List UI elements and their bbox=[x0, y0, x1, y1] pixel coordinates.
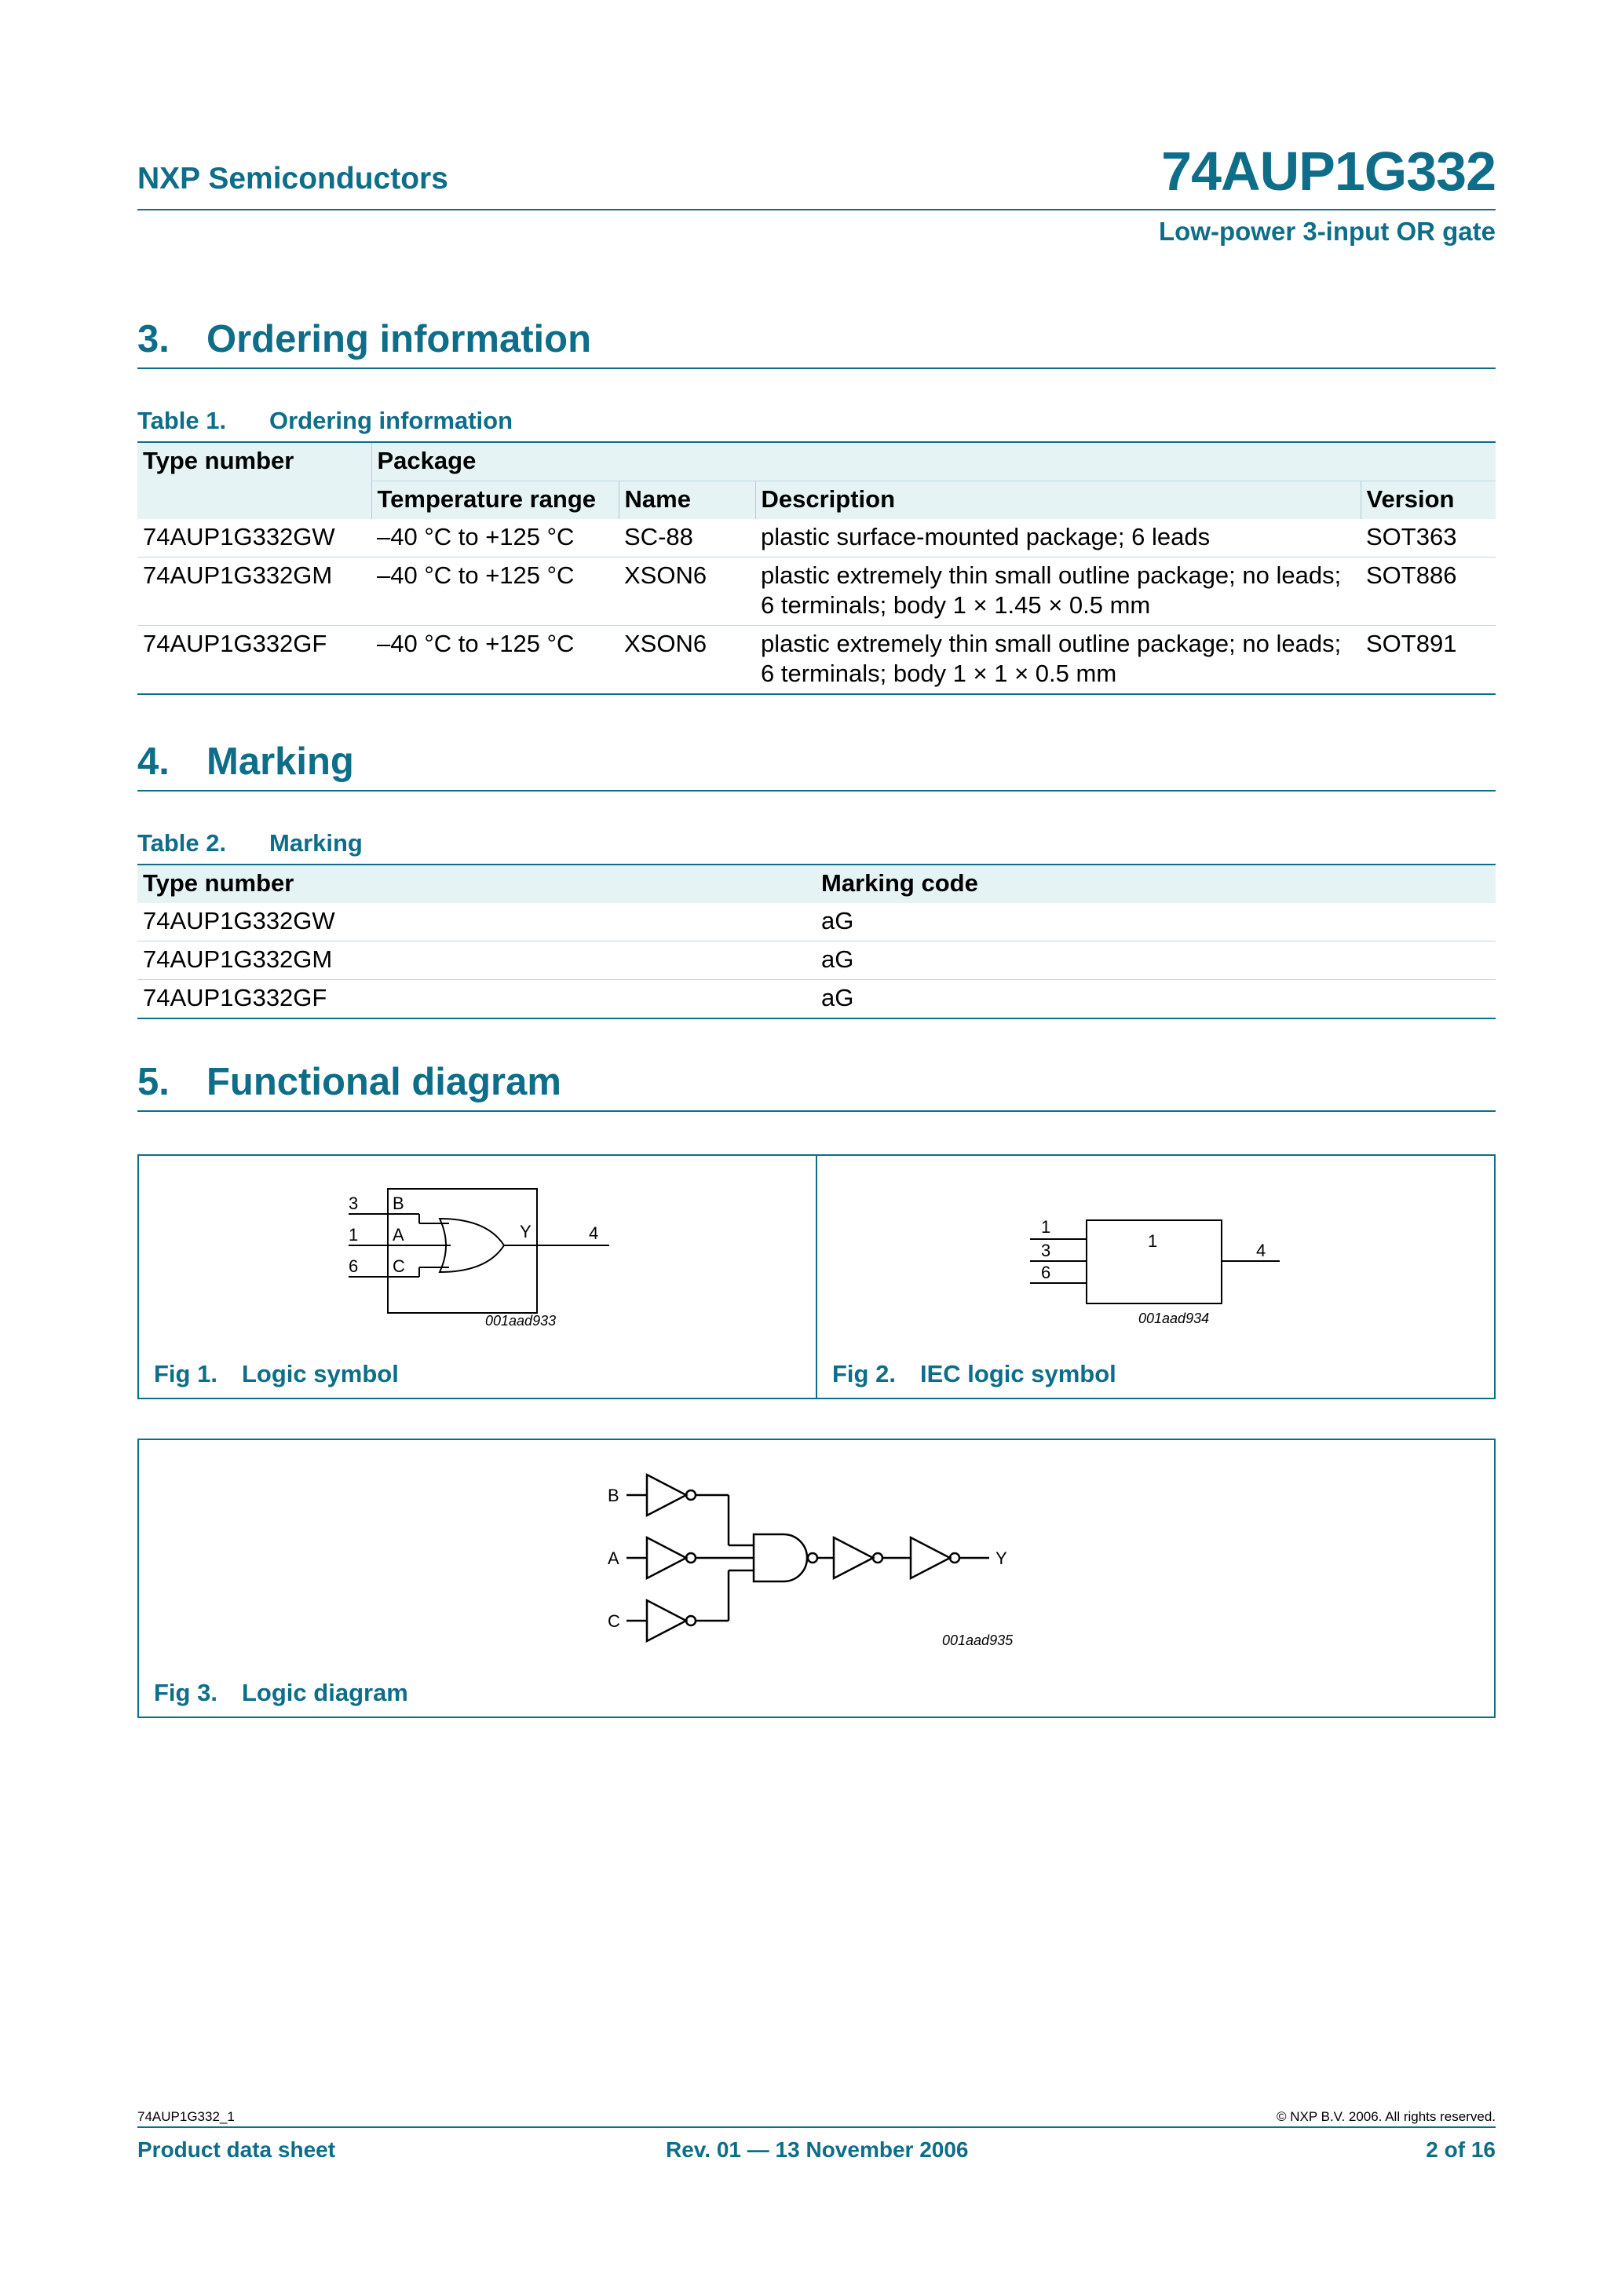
marking-table bbox=[137, 865, 1496, 1019]
table-row bbox=[137, 903, 1496, 941]
section-title: Ordering information bbox=[206, 318, 591, 360]
cell-version: SOT891 bbox=[1361, 626, 1496, 695]
output-label-y: Y bbox=[995, 1548, 1007, 1568]
description-line: plastic surface-mounted package; 6 leads bbox=[761, 523, 1211, 550]
table-title: Ordering information bbox=[269, 407, 513, 434]
input-label-c: C bbox=[393, 1256, 405, 1276]
pin-number-1: 1 bbox=[1041, 1217, 1051, 1237]
symbol-box bbox=[388, 1189, 537, 1313]
header-rule bbox=[137, 209, 1496, 210]
figure-code: 001aad935 bbox=[942, 1632, 1014, 1648]
section-3-rule bbox=[137, 367, 1496, 369]
figure-code: 001aad933 bbox=[485, 1313, 557, 1329]
document-subtitle: Low-power 3-input OR gate bbox=[1159, 217, 1496, 246]
pin-number-c: 6 bbox=[349, 1256, 359, 1276]
header-marking-code: Marking code bbox=[816, 865, 1496, 903]
figure-1-caption bbox=[154, 1360, 399, 1388]
cell-marking-code: aG bbox=[816, 941, 1496, 980]
iec-logic-symbol-diagram bbox=[1021, 1209, 1303, 1335]
figure-title: Logic diagram bbox=[242, 1679, 408, 1706]
section-number: 5. bbox=[137, 1061, 170, 1103]
section-5-rule bbox=[137, 1110, 1496, 1112]
table-row bbox=[137, 941, 1496, 980]
section-title: Marking bbox=[206, 740, 354, 783]
table-number: Table 1. bbox=[137, 407, 227, 434]
table-row bbox=[137, 558, 1496, 626]
pin-number-y: 4 bbox=[589, 1223, 599, 1243]
cell-version: SOT886 bbox=[1361, 558, 1496, 626]
cell-type-number: 74AUP1G332GF bbox=[137, 980, 816, 1019]
pin-number-b: 3 bbox=[349, 1194, 359, 1213]
cell-marking-code: aG bbox=[816, 980, 1496, 1019]
header-type-number: Type number bbox=[137, 443, 371, 519]
figure-number: Fig 3. bbox=[154, 1679, 217, 1706]
cell-type-number: 74AUP1G332GW bbox=[137, 519, 371, 558]
table-title: Marking bbox=[269, 829, 363, 857]
pin-number-6: 6 bbox=[1041, 1263, 1051, 1282]
input-label-b: B bbox=[608, 1486, 619, 1505]
section-number: 4. bbox=[137, 740, 170, 783]
pin-number-a: 1 bbox=[349, 1225, 359, 1245]
section-title: Functional diagram bbox=[206, 1061, 561, 1103]
section-3-heading bbox=[137, 317, 591, 361]
section-number: 3. bbox=[137, 318, 170, 360]
header-name: Name bbox=[619, 481, 755, 520]
header-type-number: Type number bbox=[137, 865, 816, 903]
inverter-c bbox=[647, 1600, 686, 1641]
description-line: plastic extremely thin small outline package; no leads; bbox=[761, 630, 1342, 657]
pin-number-4: 4 bbox=[1256, 1241, 1266, 1260]
input-label-c: C bbox=[608, 1611, 620, 1631]
cell-marking-code: aG bbox=[816, 903, 1496, 941]
description-line: plastic extremely thin small outline package; no leads; bbox=[761, 561, 1342, 589]
table-row bbox=[137, 519, 1496, 558]
pin-number-3: 3 bbox=[1041, 1241, 1051, 1260]
document-type: Product data sheet bbox=[137, 2137, 336, 2162]
inverter-a bbox=[647, 1537, 686, 1578]
input-label-b: B bbox=[393, 1194, 404, 1213]
description-line: 6 terminals; body 1 × 1 × 0.5 mm bbox=[761, 660, 1117, 687]
table-2-caption bbox=[137, 829, 363, 857]
footer-rule bbox=[137, 2126, 1496, 2128]
figure-number: Fig 2. bbox=[832, 1360, 896, 1387]
cell-name: SC-88 bbox=[619, 519, 755, 558]
cell-type-number: 74AUP1G332GF bbox=[137, 626, 371, 695]
revision: Rev. 01 — 13 November 2006 bbox=[666, 2137, 969, 2162]
output-label-y: Y bbox=[520, 1222, 532, 1241]
figure-number: Fig 1. bbox=[154, 1360, 217, 1387]
table-row bbox=[137, 980, 1496, 1019]
table-row bbox=[137, 626, 1496, 695]
figure-title: Logic symbol bbox=[242, 1360, 399, 1387]
cell-type-number: 74AUP1G332GM bbox=[137, 558, 371, 626]
cell-description bbox=[755, 519, 1361, 558]
cell-version: SOT363 bbox=[1361, 519, 1496, 558]
logic-diagram bbox=[597, 1461, 1036, 1657]
inverter-out-1 bbox=[834, 1537, 873, 1578]
cell-temperature: –40 °C to +125 °C bbox=[371, 519, 619, 558]
figure-3-caption bbox=[154, 1679, 408, 1707]
input-label-a: A bbox=[608, 1548, 619, 1568]
cell-type-number: 74AUP1G332GM bbox=[137, 941, 816, 980]
description-line: 6 terminals; body 1 × 1.45 × 0.5 mm bbox=[761, 591, 1151, 619]
page-number: 2 of 16 bbox=[1426, 2137, 1496, 2162]
part-number: 74AUP1G332 bbox=[1161, 141, 1496, 202]
copyright: © NXP B.V. 2006. All rights reserved. bbox=[1276, 2109, 1496, 2124]
figure-2-caption bbox=[832, 1360, 1116, 1388]
header-package: Package bbox=[371, 443, 1496, 481]
inverter-out-2 bbox=[911, 1537, 950, 1578]
figure-divider bbox=[816, 1154, 817, 1399]
cell-type-number: 74AUP1G332GW bbox=[137, 903, 816, 941]
cell-description bbox=[755, 558, 1361, 626]
input-label-a: A bbox=[393, 1225, 404, 1245]
section-4-heading bbox=[137, 740, 354, 784]
cell-temperature: –40 °C to +125 °C bbox=[371, 558, 619, 626]
table-number: Table 2. bbox=[137, 829, 227, 857]
cell-name: XSON6 bbox=[619, 626, 755, 695]
header-temperature-range: Temperature range bbox=[371, 481, 619, 520]
ordering-information-table bbox=[137, 443, 1496, 695]
table-1-caption bbox=[137, 407, 513, 435]
company-name: NXP Semiconductors bbox=[137, 162, 448, 196]
section-5-heading bbox=[137, 1060, 561, 1104]
logic-symbol-diagram bbox=[338, 1178, 620, 1335]
document-id: 74AUP1G332_1 bbox=[137, 2109, 235, 2124]
cell-temperature: –40 °C to +125 °C bbox=[371, 626, 619, 695]
figure-title: IEC logic symbol bbox=[920, 1360, 1116, 1387]
inverter-b bbox=[647, 1475, 686, 1515]
figure-code: 001aad934 bbox=[1138, 1311, 1210, 1326]
header-version: Version bbox=[1361, 481, 1496, 520]
iec-qualifier: 1 bbox=[1148, 1231, 1158, 1251]
cell-name: XSON6 bbox=[619, 558, 755, 626]
section-4-rule bbox=[137, 790, 1496, 792]
header-description: Description bbox=[755, 481, 1361, 520]
cell-description bbox=[755, 626, 1361, 695]
nand-gate bbox=[754, 1534, 807, 1581]
